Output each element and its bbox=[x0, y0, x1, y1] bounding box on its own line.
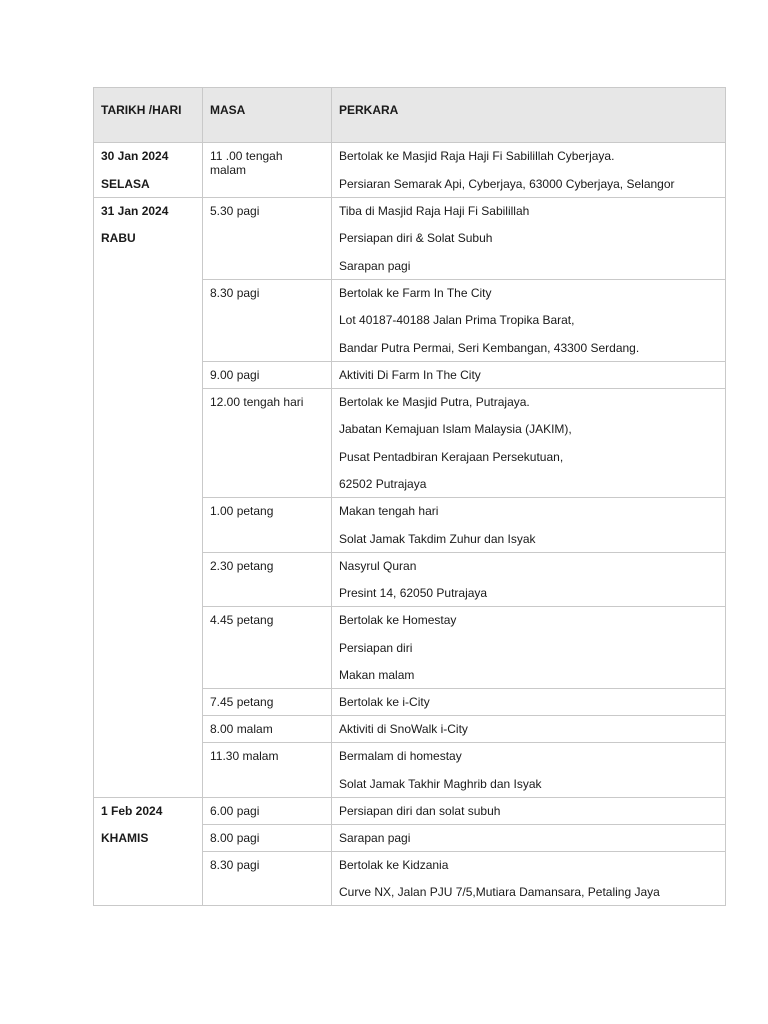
activity-line: Bandar Putra Permai, Seri Kembangan, 43300 Serdang. bbox=[339, 340, 640, 355]
activity-line: Persiapan diri bbox=[339, 640, 413, 655]
activity-cell bbox=[332, 197, 726, 279]
table-row bbox=[94, 197, 726, 279]
activity-line: Tiba di Masjid Raja Haji Fi Sabilillah bbox=[339, 203, 530, 218]
activity-cell bbox=[332, 689, 726, 716]
date-text: 30 Jan 2024 bbox=[101, 149, 169, 163]
activity-line: Nasyrul Quran bbox=[339, 558, 417, 573]
time-cell bbox=[203, 279, 332, 361]
time-text: 8.00 pagi bbox=[210, 830, 260, 845]
time-cell bbox=[203, 552, 332, 607]
table-row bbox=[94, 797, 726, 824]
activity-line: Solat Jamak Takdim Zuhur dan Isyak bbox=[339, 531, 536, 546]
date-cell bbox=[94, 797, 203, 906]
activity-cell bbox=[332, 552, 726, 607]
activity-cell bbox=[332, 607, 726, 689]
time-text: 8.30 pagi bbox=[210, 285, 260, 300]
time-cell bbox=[203, 388, 332, 498]
activity-line: Persiaran Semarak Api, Cyberjaya, 63000 Cyberjaya, Selangor bbox=[339, 176, 675, 191]
table-row bbox=[94, 143, 726, 198]
activity-line: Bertolak ke Masjid Raja Haji Fi Sabilillah Cyberjaya. bbox=[339, 149, 615, 163]
activity-cell bbox=[332, 498, 726, 553]
activity-line: Bertolak ke Farm In The City bbox=[339, 285, 492, 300]
table-header-row bbox=[94, 88, 726, 143]
activity-line: Bertolak ke Homestay bbox=[339, 613, 457, 627]
activity-line: Jabatan Kemajuan Islam Malaysia (JAKIM), bbox=[339, 422, 572, 436]
time-cell bbox=[203, 797, 332, 824]
time-cell bbox=[203, 743, 332, 798]
date-cell bbox=[94, 197, 203, 797]
activity-cell bbox=[332, 388, 726, 498]
time-text: 11.30 malam bbox=[210, 749, 279, 763]
date-cell bbox=[94, 143, 203, 198]
time-cell bbox=[203, 716, 332, 743]
header-time: MASA bbox=[203, 88, 332, 143]
day-text: SELASA bbox=[101, 176, 150, 191]
time-text: 5.30 pagi bbox=[210, 203, 260, 218]
activity-line: Persiapan diri & Solat Subuh bbox=[339, 231, 493, 245]
activity-line: Sarapan pagi bbox=[339, 830, 411, 845]
header-item: PERKARA bbox=[332, 88, 726, 143]
time-text: 1.00 petang bbox=[210, 504, 274, 518]
time-text: 11 .00 tengah malam bbox=[210, 149, 283, 177]
activity-cell bbox=[332, 851, 726, 906]
activity-line: Curve NX, Jalan PJU 7/5,Mutiara Damansara, Petaling Jaya bbox=[339, 885, 660, 899]
day-text: KHAMIS bbox=[101, 831, 149, 845]
header-date: TARIKH /HARI bbox=[94, 88, 203, 143]
time-cell bbox=[203, 498, 332, 553]
activity-line: Presint 14, 62050 Putrajaya bbox=[339, 586, 488, 600]
activity-line: Pusat Pentadbiran Kerajaan Persekutuan, bbox=[339, 449, 564, 464]
time-cell bbox=[203, 851, 332, 906]
activity-line: Bertolak ke i-City bbox=[339, 695, 430, 709]
activity-cell bbox=[332, 824, 726, 851]
time-text: 6.00 pagi bbox=[210, 803, 260, 818]
activity-cell bbox=[332, 279, 726, 361]
time-cell bbox=[203, 197, 332, 279]
activity-cell bbox=[332, 143, 726, 198]
itinerary-table bbox=[93, 87, 726, 906]
activity-line: Bertolak ke Masjid Putra, Putrajaya. bbox=[339, 394, 530, 409]
time-text: 7.45 petang bbox=[210, 695, 274, 709]
date-text: 1 Feb 2024 bbox=[101, 803, 163, 818]
time-cell bbox=[203, 361, 332, 388]
activity-line: Lot 40187-40188 Jalan Prima Tropika Barat, bbox=[339, 313, 575, 327]
activity-cell bbox=[332, 797, 726, 824]
activity-cell bbox=[332, 743, 726, 798]
time-cell bbox=[203, 824, 332, 851]
date-text: 31 Jan 2024 bbox=[101, 203, 169, 218]
time-text: 8.30 pagi bbox=[210, 857, 260, 872]
activity-line: Solat Jamak Takhir Maghrib dan Isyak bbox=[339, 776, 542, 791]
time-cell bbox=[203, 143, 332, 198]
table-body bbox=[94, 143, 726, 906]
activity-line: Bermalam di homestay bbox=[339, 749, 462, 763]
activity-cell bbox=[332, 716, 726, 743]
activity-line: Sarapan pagi bbox=[339, 258, 411, 273]
time-cell bbox=[203, 607, 332, 689]
time-cell bbox=[203, 689, 332, 716]
activity-line: Aktiviti di SnoWalk i-City bbox=[339, 722, 468, 736]
activity-cell bbox=[332, 361, 726, 388]
time-text: 12.00 tengah hari bbox=[210, 394, 304, 409]
activity-line: Persiapan diri dan solat subuh bbox=[339, 803, 501, 818]
activity-line: Makan malam bbox=[339, 668, 415, 682]
time-text: 8.00 malam bbox=[210, 722, 273, 736]
time-text: 2.30 petang bbox=[210, 558, 274, 573]
activity-line: Bertolak ke Kidzania bbox=[339, 857, 449, 872]
activity-line: 62502 Putrajaya bbox=[339, 477, 427, 491]
time-text: 4.45 petang bbox=[210, 613, 274, 627]
time-text: 9.00 pagi bbox=[210, 367, 260, 382]
activity-line: Makan tengah hari bbox=[339, 504, 439, 518]
activity-line: Aktiviti Di Farm In The City bbox=[339, 367, 481, 382]
day-text: RABU bbox=[101, 231, 136, 245]
